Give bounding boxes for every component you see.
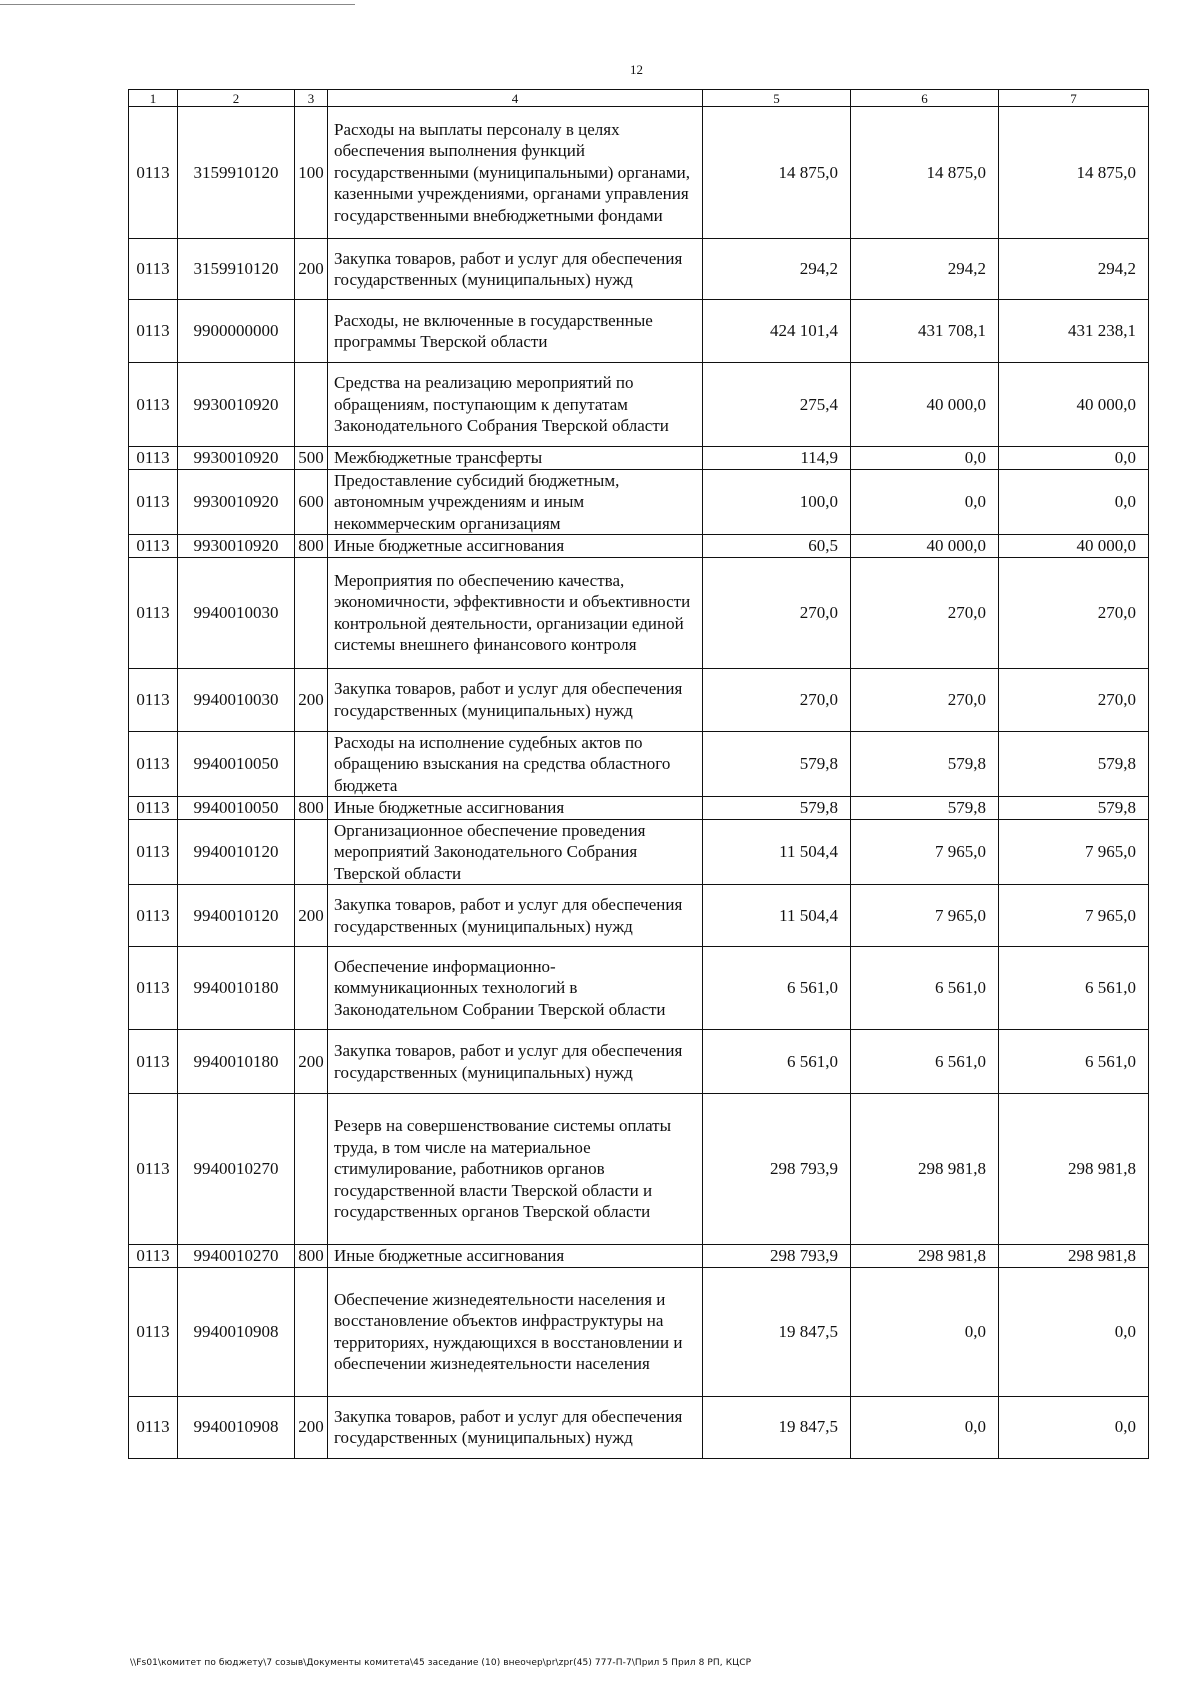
- amount-col5-cell: 579,8: [703, 797, 851, 820]
- amount-col5-cell: 424 101,4: [703, 300, 851, 363]
- item-name-cell: Межбюджетные трансферты: [328, 447, 703, 470]
- amount-col6-cell: 0,0: [851, 1267, 999, 1396]
- table-row: [129, 1245, 1149, 1268]
- target-article-cell: 9940010050: [178, 731, 295, 797]
- section-code-cell: 0113: [129, 535, 178, 558]
- item-name-cell: Мероприятия по обеспечению качества, экономичности, эффективности и объективности контрольной деятельности, организации единой системы внешнего финансового контроля: [328, 557, 703, 668]
- column-number: 1: [129, 90, 178, 107]
- amount-col7-cell: 6 561,0: [999, 947, 1149, 1030]
- amount-col5-cell: 270,0: [703, 557, 851, 668]
- expense-type-cell: 200: [295, 1030, 328, 1094]
- amount-col7-cell: 0,0: [999, 469, 1149, 535]
- table-row: [129, 557, 1149, 668]
- target-article-cell: 9930010920: [178, 363, 295, 447]
- expense-type-cell: [295, 819, 328, 885]
- table-row: [129, 1267, 1149, 1396]
- amount-col5-cell: 294,2: [703, 239, 851, 300]
- item-name-cell: Иные бюджетные ассигнования: [328, 535, 703, 558]
- table-row: [129, 668, 1149, 731]
- section-code-cell: 0113: [129, 1267, 178, 1396]
- table-row: [129, 1094, 1149, 1245]
- section-code-cell: 0113: [129, 668, 178, 731]
- table-row: [129, 447, 1149, 470]
- target-article-cell: 9940010120: [178, 885, 295, 947]
- column-number: 4: [328, 90, 703, 107]
- table-row: [129, 469, 1149, 535]
- amount-col7-cell: 0,0: [999, 1396, 1149, 1458]
- amount-col6-cell: 0,0: [851, 1396, 999, 1458]
- expense-type-cell: [295, 557, 328, 668]
- section-code-cell: 0113: [129, 885, 178, 947]
- table-row: [129, 885, 1149, 947]
- table-row: [129, 239, 1149, 300]
- amount-col6-cell: 40 000,0: [851, 363, 999, 447]
- column-number: 2: [178, 90, 295, 107]
- amount-col6-cell: 40 000,0: [851, 535, 999, 558]
- expense-type-cell: [295, 947, 328, 1030]
- target-article-cell: 9940010908: [178, 1396, 295, 1458]
- expense-type-cell: 200: [295, 239, 328, 300]
- section-code-cell: 0113: [129, 107, 178, 239]
- target-article-cell: 9940010120: [178, 819, 295, 885]
- amount-col6-cell: 270,0: [851, 557, 999, 668]
- section-code-cell: 0113: [129, 1094, 178, 1245]
- item-name-cell: Обеспечение информационно-коммуникационных технологий в Законодательном Собрании Тверской области: [328, 947, 703, 1030]
- column-number: 3: [295, 90, 328, 107]
- amount-col7-cell: 431 238,1: [999, 300, 1149, 363]
- column-number-row: [129, 90, 1149, 107]
- table-row: [129, 947, 1149, 1030]
- amount-col6-cell: 6 561,0: [851, 947, 999, 1030]
- target-article-cell: 9940010050: [178, 797, 295, 820]
- expense-type-cell: [295, 300, 328, 363]
- table-row: [129, 1396, 1149, 1458]
- expense-type-cell: 200: [295, 668, 328, 731]
- page-number: 12: [630, 62, 643, 77]
- amount-col6-cell: 0,0: [851, 447, 999, 470]
- expense-type-cell: 800: [295, 1245, 328, 1268]
- amount-col5-cell: 11 504,4: [703, 819, 851, 885]
- expense-type-cell: 600: [295, 469, 328, 535]
- amount-col7-cell: 294,2: [999, 239, 1149, 300]
- file-path-footer: \\Fs01\комитет по бюджету\7 созыв\Документы комитета\45 заседание (10) внеочер\pr\zpr(45) 777-П-7\Прил 5 Прил 8 РП, КЦСР: [130, 1658, 752, 1668]
- amount-col7-cell: 579,8: [999, 797, 1149, 820]
- amount-col7-cell: 6 561,0: [999, 1030, 1149, 1094]
- section-code-cell: 0113: [129, 819, 178, 885]
- item-name-cell: Закупка товаров, работ и услуг для обеспечения государственных (муниципальных) нужд: [328, 1396, 703, 1458]
- item-name-cell: Обеспечение жизнедеятельности населения и восстановление объектов инфраструктуры на территориях, нуждающихся в восстановлении и обеспечении жизнедеятельности населения: [328, 1267, 703, 1396]
- table-row: [129, 363, 1149, 447]
- section-code-cell: 0113: [129, 469, 178, 535]
- budget-table: [128, 89, 1149, 1459]
- table-row: [129, 731, 1149, 797]
- amount-col6-cell: 579,8: [851, 797, 999, 820]
- amount-col6-cell: 579,8: [851, 731, 999, 797]
- amount-col5-cell: 298 793,9: [703, 1094, 851, 1245]
- table-row: [129, 300, 1149, 363]
- amount-col5-cell: 114,9: [703, 447, 851, 470]
- section-code-cell: 0113: [129, 239, 178, 300]
- section-code-cell: 0113: [129, 1245, 178, 1268]
- item-name-cell: Расходы, не включенные в государственные программы Тверской области: [328, 300, 703, 363]
- expense-type-cell: 100: [295, 107, 328, 239]
- item-name-cell: Закупка товаров, работ и услуг для обеспечения государственных (муниципальных) нужд: [328, 668, 703, 731]
- section-code-cell: 0113: [129, 797, 178, 820]
- amount-col7-cell: 270,0: [999, 557, 1149, 668]
- amount-col7-cell: 298 981,8: [999, 1245, 1149, 1268]
- target-article-cell: 9930010920: [178, 535, 295, 558]
- table-row: [129, 535, 1149, 558]
- target-article-cell: 9940010180: [178, 1030, 295, 1094]
- column-number: 6: [851, 90, 999, 107]
- amount-col6-cell: 294,2: [851, 239, 999, 300]
- amount-col5-cell: 60,5: [703, 535, 851, 558]
- expense-type-cell: [295, 1267, 328, 1396]
- expense-type-cell: [295, 731, 328, 797]
- amount-col6-cell: 298 981,8: [851, 1245, 999, 1268]
- section-code-cell: 0113: [129, 731, 178, 797]
- item-name-cell: Средства на реализацию мероприятий по обращениям, поступающим к депутатам Законодательного Собрания Тверской области: [328, 363, 703, 447]
- target-article-cell: 9940010030: [178, 557, 295, 668]
- amount-col5-cell: 6 561,0: [703, 1030, 851, 1094]
- item-name-cell: Закупка товаров, работ и услуг для обеспечения государственных (муниципальных) нужд: [328, 239, 703, 300]
- target-article-cell: 9940010270: [178, 1245, 295, 1268]
- amount-col5-cell: 270,0: [703, 668, 851, 731]
- amount-col7-cell: 0,0: [999, 1267, 1149, 1396]
- expense-type-cell: 800: [295, 535, 328, 558]
- item-name-cell: Расходы на исполнение судебных актов по обращению взыскания на средства областного бюджета: [328, 731, 703, 797]
- target-article-cell: 9900000000: [178, 300, 295, 363]
- section-code-cell: 0113: [129, 363, 178, 447]
- item-name-cell: Расходы на выплаты персоналу в целях обеспечения выполнения функций государственными (муниципальными) органами, казенными учреждениями, органами управления государственными внебюджетными фондами: [328, 107, 703, 239]
- expense-type-cell: 800: [295, 797, 328, 820]
- amount-col5-cell: 11 504,4: [703, 885, 851, 947]
- amount-col6-cell: 298 981,8: [851, 1094, 999, 1245]
- target-article-cell: 9940010908: [178, 1267, 295, 1396]
- item-name-cell: Иные бюджетные ассигнования: [328, 1245, 703, 1268]
- amount-col7-cell: 7 965,0: [999, 885, 1149, 947]
- table-row: [129, 107, 1149, 239]
- target-article-cell: 9940010030: [178, 668, 295, 731]
- amount-col6-cell: 6 561,0: [851, 1030, 999, 1094]
- amount-col5-cell: 298 793,9: [703, 1245, 851, 1268]
- column-number: 7: [999, 90, 1149, 107]
- target-article-cell: 3159910120: [178, 107, 295, 239]
- amount-col5-cell: 579,8: [703, 731, 851, 797]
- section-code-cell: 0113: [129, 1396, 178, 1458]
- amount-col5-cell: 19 847,5: [703, 1267, 851, 1396]
- section-code-cell: 0113: [129, 300, 178, 363]
- expense-type-cell: [295, 1094, 328, 1245]
- amount-col5-cell: 275,4: [703, 363, 851, 447]
- item-name-cell: Организационное обеспечение проведения мероприятий Законодательного Собрания Тверской области: [328, 819, 703, 885]
- amount-col5-cell: 14 875,0: [703, 107, 851, 239]
- table-row: [129, 819, 1149, 885]
- amount-col7-cell: 298 981,8: [999, 1094, 1149, 1245]
- amount-col7-cell: 40 000,0: [999, 363, 1149, 447]
- target-article-cell: 3159910120: [178, 239, 295, 300]
- amount-col6-cell: 7 965,0: [851, 819, 999, 885]
- section-code-cell: 0113: [129, 947, 178, 1030]
- target-article-cell: 9940010270: [178, 1094, 295, 1245]
- section-code-cell: 0113: [129, 447, 178, 470]
- table-row: [129, 1030, 1149, 1094]
- amount-col7-cell: 0,0: [999, 447, 1149, 470]
- expense-type-cell: [295, 363, 328, 447]
- amount-col5-cell: 100,0: [703, 469, 851, 535]
- expense-type-cell: 200: [295, 885, 328, 947]
- item-name-cell: Предоставление субсидий бюджетным, автономным учреждениям и иным некоммерческим организациям: [328, 469, 703, 535]
- section-code-cell: 0113: [129, 1030, 178, 1094]
- expense-type-cell: 500: [295, 447, 328, 470]
- table-row: [129, 797, 1149, 820]
- target-article-cell: 9940010180: [178, 947, 295, 1030]
- item-name-cell: Резерв на совершенствование системы оплаты труда, в том числе на материальное стимулирование, работников органов государственной власти Тверской области и государственных органов Тверской области: [328, 1094, 703, 1245]
- amount-col7-cell: 270,0: [999, 668, 1149, 731]
- amount-col5-cell: 19 847,5: [703, 1396, 851, 1458]
- target-article-cell: 9930010920: [178, 469, 295, 535]
- amount-col6-cell: 270,0: [851, 668, 999, 731]
- item-name-cell: Закупка товаров, работ и услуг для обеспечения государственных (муниципальных) нужд: [328, 1030, 703, 1094]
- amount-col6-cell: 14 875,0: [851, 107, 999, 239]
- amount-col7-cell: 7 965,0: [999, 819, 1149, 885]
- target-article-cell: 9930010920: [178, 447, 295, 470]
- column-number: 5: [703, 90, 851, 107]
- amount-col7-cell: 40 000,0: [999, 535, 1149, 558]
- item-name-cell: Иные бюджетные ассигнования: [328, 797, 703, 820]
- expense-type-cell: 200: [295, 1396, 328, 1458]
- amount-col6-cell: 7 965,0: [851, 885, 999, 947]
- amount-col7-cell: 14 875,0: [999, 107, 1149, 239]
- section-code-cell: 0113: [129, 557, 178, 668]
- amount-col6-cell: 0,0: [851, 469, 999, 535]
- amount-col6-cell: 431 708,1: [851, 300, 999, 363]
- amount-col7-cell: 579,8: [999, 731, 1149, 797]
- scan-edge-line: [0, 4, 355, 5]
- item-name-cell: Закупка товаров, работ и услуг для обеспечения государственных (муниципальных) нужд: [328, 885, 703, 947]
- amount-col5-cell: 6 561,0: [703, 947, 851, 1030]
